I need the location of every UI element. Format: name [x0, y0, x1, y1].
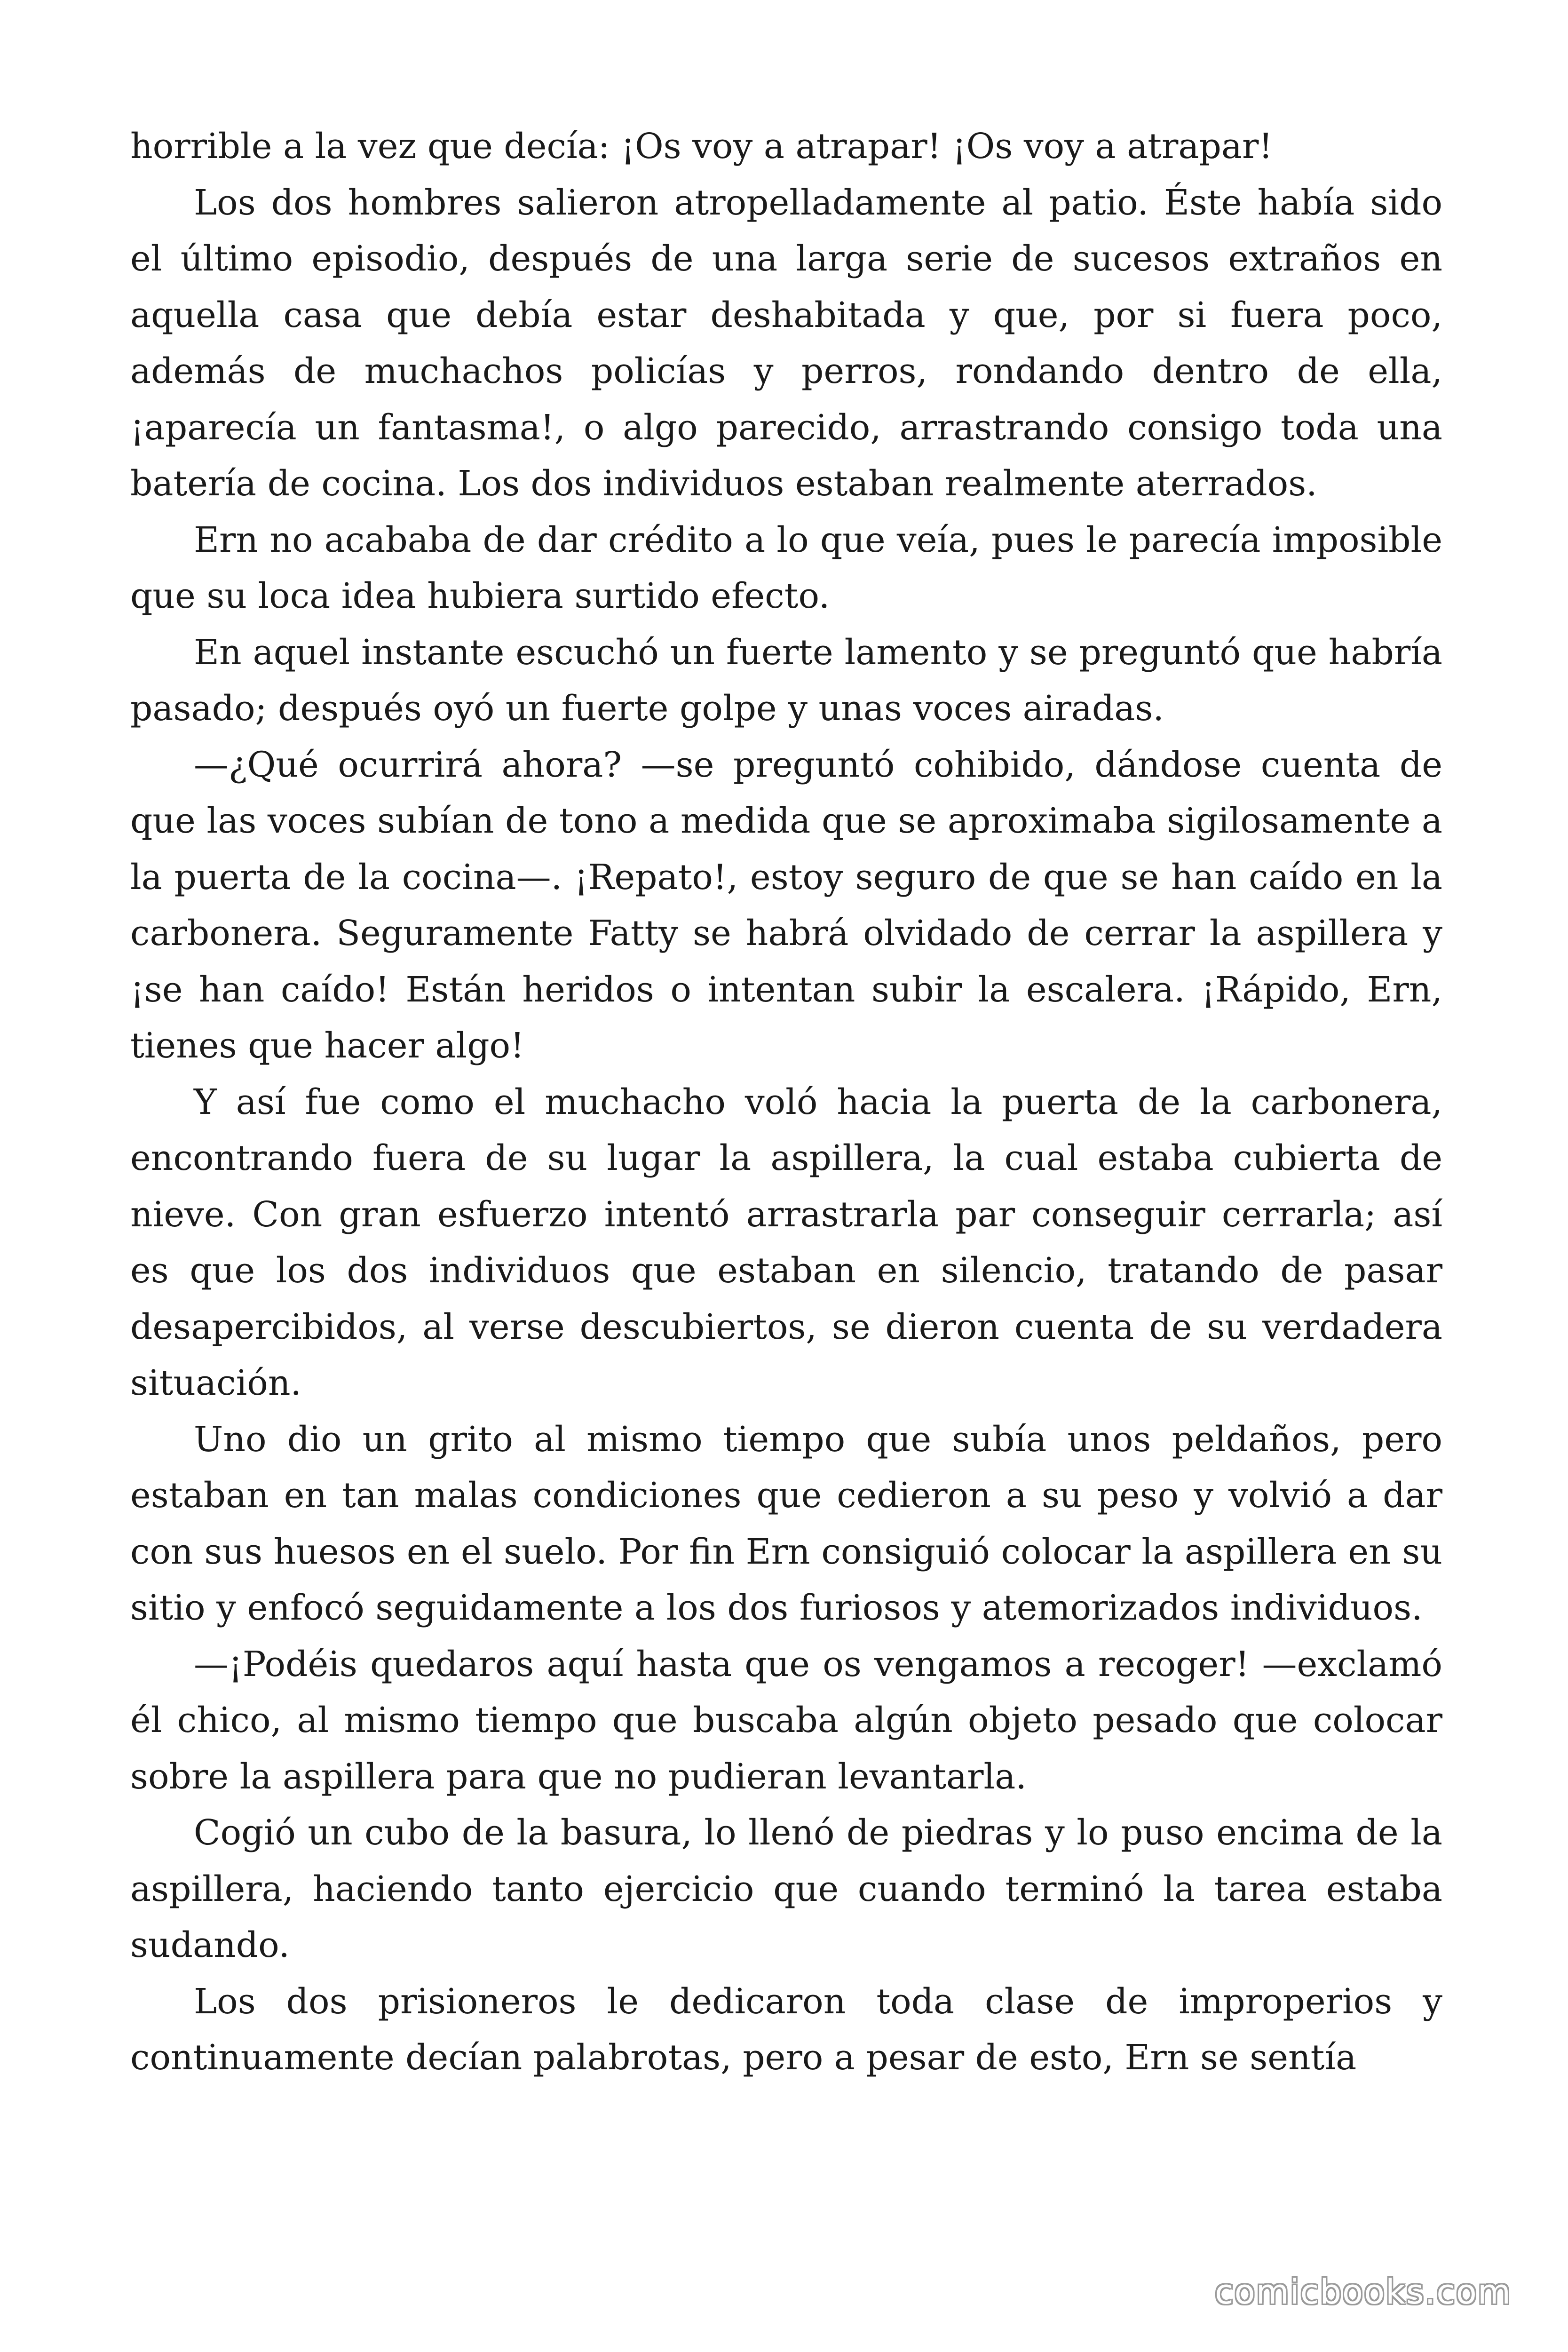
paragraph-8: —¡Podéis quedaros aquí hasta que os vengamos a recoger! —exclamó él chico, al mismo tiempo que buscaba algún objeto pesado que colocar sobre la aspillera para que no pudieran levantarla.: [130, 1644, 1442, 1797]
page-body: [130, 119, 1442, 2086]
watermark-text: comicbooks.com: [1214, 2272, 1512, 2312]
paragraph-10: Los dos prisioneros le dedicaron toda clase de improperios y continuamente decían palabrotas, pero a pesar de esto, Ern se sentía: [130, 1981, 1442, 2078]
paragraph-5: —¿Qué ocurrirá ahora? —se preguntó cohibido, dándose cuenta de que las voces subían de tono a medida que se aproximaba sigilosamente a la puerta de la cocina—. ¡Repato!, estoy seguro de que se han caído en la carbonera. Seguramente Fatty se habrá olvidado de cerrar la aspillera y ¡se han caído! Están heridos o intentan subir la escalera. ¡Rápido, Ern, tienes que hacer algo!: [130, 744, 1442, 1066]
paragraph-3: Ern no acababa de dar crédito a lo que veía, pues le parecía imposible que su loca idea hubiera surtido efecto.: [130, 519, 1442, 616]
paragraph-2: Los dos hombres salieron atropelladamente al patio. Éste había sido el último episodio, después de una larga serie de sucesos extraños en aquella casa que debía estar deshabitada y que, por si fuera poco, además de muchachos policías y perros, rondando dentro de ella, ¡aparecía un fantasma!, o algo parecido, arrastrando consigo toda una batería de cocina. Los dos individuos estaban realmente aterrados.: [130, 182, 1442, 504]
paragraph-6: Y así fue como el muchacho voló hacia la puerta de la carbonera, encontrando fuera de su lugar la aspillera, la cual estaba cubierta de nieve. Con gran esfuerzo intentó arrastrarla par conseguir cerrarla; así es que los dos individuos que estaban en silencio, tratando de pasar desapercibidos, al verse descubiertos, se dieron cuenta de su verdadera situación.: [130, 1081, 1442, 1403]
paragraph-1: horrible a la vez que decía: ¡Os voy a atrapar! ¡Os voy a atrapar!: [130, 126, 1273, 167]
paragraph-4: En aquel instante escuchó un fuerte lamento y se preguntó que habría pasado; después oyó un fuerte golpe y unas voces airadas.: [130, 632, 1442, 729]
paragraph-7: Uno dio un grito al mismo tiempo que subía unos peldaños, pero estaban en tan malas condiciones que cedieron a su peso y volvió a dar con sus huesos en el suelo. Por fin Ern consiguió colocar la aspillera en su sitio y enfocó seguidamente a los dos furiosos y atemorizados individuos.: [130, 1419, 1442, 1628]
paragraph-9: Cogió un cubo de la basura, lo llenó de piedras y lo puso encima de la aspillera, haciendo tanto ejercicio que cuando terminó la tarea estaba sudando.: [130, 1812, 1442, 1965]
